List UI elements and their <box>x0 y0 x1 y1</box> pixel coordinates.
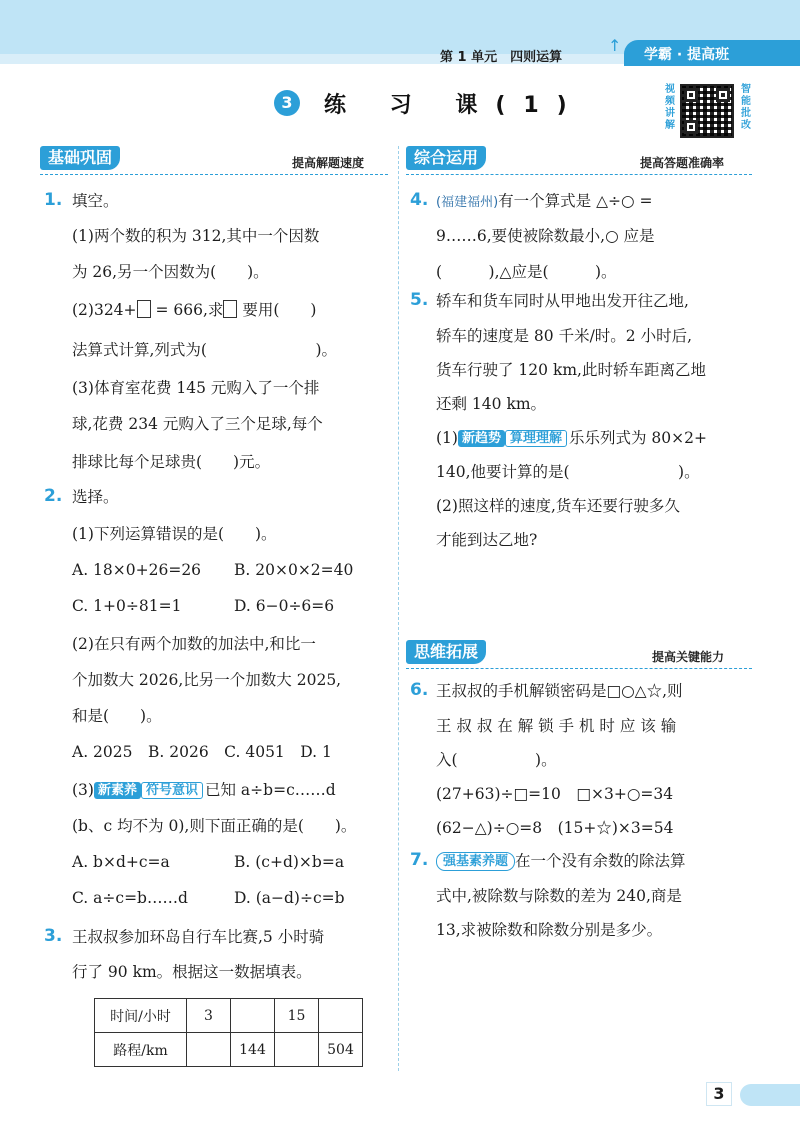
section-extend-tag: 思维拓展 <box>406 640 486 664</box>
q5-line3: 货车行驶了 120 km,此时轿车距离乙地 <box>436 361 706 379</box>
q3-line1: 王叔叔参加环岛自行车比赛,5 小时骑 <box>72 928 325 946</box>
strong-foundation-badge: 强基素养题 <box>436 852 515 871</box>
q5-p2-line2: 才能到达乙地? <box>436 531 538 549</box>
region-tag: (福建福州) <box>436 195 499 210</box>
table-cell[interactable]: 3 <box>187 999 231 1033</box>
q4-line3: ( ),△应是( )。 <box>436 263 617 281</box>
q7-number: 7. <box>410 850 429 870</box>
q7-line1 <box>436 851 686 871</box>
unit-label: 第 1 单元 四则运算 <box>440 50 563 65</box>
q1-p3-line3: 排球比每个足球贵( )元。 <box>72 453 271 471</box>
symbol-awareness-badge: 符号意识 <box>141 782 203 799</box>
q7-line1-text: 在一个没有余数的除法算 <box>515 852 686 870</box>
new-literacy-badge: 新素养 <box>94 782 141 799</box>
q5-p1-text: 乐乐列式为 80×2+ <box>569 429 707 447</box>
q6-equation2: (62−△)÷○=8 (15+☆)×3=54 <box>436 819 674 837</box>
table-cell[interactable]: 15 <box>275 999 319 1033</box>
q5-p1-prefix: (1) <box>436 429 458 447</box>
q2-p1-option-d: D. 6−0÷6=6 <box>234 597 335 615</box>
q6-equation1: (27+63)÷□=10 □×3+○=34 <box>436 785 674 803</box>
q4-number: 4. <box>410 190 429 210</box>
qr-right-label: 智能批改 <box>741 84 751 131</box>
q2-p1: (1)下列运算错误的是( )。 <box>72 525 277 543</box>
q5-number: 5. <box>410 290 429 310</box>
column-divider <box>398 146 399 1071</box>
lesson-title: 练 习 课(1) <box>324 93 585 118</box>
page-tab <box>740 1084 800 1106</box>
q2-p2-options: A. 2025 B. 2026 C. 4051 D. 1 <box>72 743 332 761</box>
table-cell: 时间/小时 <box>95 999 187 1033</box>
q6-line3: 入( )。 <box>436 751 557 769</box>
q2-p2-line2: 个加数大 2026,比另一个加数大 2025, <box>72 671 342 689</box>
q2-p1-option-a: A. 18×0+26=26 <box>72 561 202 579</box>
table-cell[interactable]: 144 <box>231 1033 275 1067</box>
q1-number: 1. <box>44 190 63 210</box>
q6-line1: 王叔叔的手机解锁密码是□○△☆,则 <box>436 682 683 700</box>
q2-p3-prefix: (3) <box>72 781 94 799</box>
q2-p3-option-c: C. a÷c=b……d <box>72 889 188 907</box>
table-row <box>95 999 363 1033</box>
q1-p3-line1: (3)体育室花费 145 元购入了一个排 <box>72 379 320 397</box>
q4-line1-text: 有一个算式是 △÷○ = <box>498 192 653 210</box>
q5-p1-line1 <box>436 428 707 448</box>
q2-p3-line1 <box>72 780 336 800</box>
q1-p3-line2: 球,花费 234 元购入了三个足球,每个 <box>72 415 323 433</box>
q5-p2-line1: (2)照这样的速度,货车还要行驶多久 <box>436 497 680 515</box>
distance-table <box>94 998 363 1067</box>
square-box-icon <box>137 300 151 318</box>
section-apply-subtitle: 提高答题准确率 <box>640 156 725 170</box>
qr-left-label: 视频讲解 <box>665 84 675 131</box>
q1-p2-line2: 法算式计算,列式为( )。 <box>72 341 338 359</box>
qr-code-icon[interactable] <box>680 84 734 138</box>
lesson-number: 3 <box>274 90 300 116</box>
q2-p3-text: 已知 a÷b=c……d <box>205 781 336 799</box>
q5-line2: 轿车的速度是 80 千米/时。2 小时后, <box>436 327 693 345</box>
q1-p2-part-b: = 666,求 <box>150 301 224 319</box>
q4-line1 <box>436 191 652 213</box>
section-basic-tag: 基础巩固 <box>40 146 120 170</box>
q2-p1-option-b: B. 20×0×2=40 <box>234 561 354 579</box>
q2-p3-option-d: D. (a−d)÷c=b <box>234 889 345 907</box>
q2-p2-line3: 和是( )。 <box>72 707 162 725</box>
q3-number: 3. <box>44 926 63 946</box>
square-box-icon <box>223 300 237 318</box>
table-cell[interactable] <box>231 999 275 1033</box>
new-trend-badge: 新趋势 <box>458 430 505 447</box>
section-extend-subtitle: 提高关键能力 <box>652 650 725 664</box>
q1-p2-part-c: 要用( ) <box>237 301 317 319</box>
q3-line2: 行了 90 km。根据这一数据填表。 <box>72 963 312 981</box>
table-cell[interactable] <box>275 1033 319 1067</box>
section-basic-subtitle: 提高解题速度 <box>292 156 365 170</box>
q2-p3-option-a: A. b×d+c=a <box>72 853 170 871</box>
brand-label: 学霸 · 提高班 <box>624 40 800 66</box>
table-row <box>95 1033 363 1067</box>
q5-line4: 还剩 140 km。 <box>436 395 547 413</box>
q7-line2: 式中,被除数与除数的差为 240,商是 <box>436 887 682 905</box>
q1-p2-part-a: (2)324+ <box>72 301 137 319</box>
q4-line2: 9……6,要使被除数最小,○ 应是 <box>436 227 655 245</box>
table-cell[interactable]: 504 <box>319 1033 363 1067</box>
q1-p2-line1 <box>72 300 316 320</box>
q1-p1-line2: 为 26,另一个因数为( )。 <box>72 263 269 281</box>
section-apply-line <box>406 174 752 175</box>
q6-line2: 王 叔 叔 在 解 锁 手 机 时 应 该 输 <box>436 717 677 735</box>
q2-number: 2. <box>44 486 63 506</box>
q2-title: 选择。 <box>72 488 119 506</box>
table-cell[interactable] <box>319 999 363 1033</box>
q1-p1-line1: (1)两个数的积为 312,其中一个因数 <box>72 227 320 245</box>
q2-p3-option-b: B. (c+d)×b=a <box>234 853 345 871</box>
q6-number: 6. <box>410 680 429 700</box>
section-basic-line <box>40 174 388 175</box>
q2-p3-line2: (b、c 均不为 0),则下面正确的是( )。 <box>72 817 357 835</box>
reasoning-badge: 算理理解 <box>505 430 567 447</box>
q5-p1-line2: 140,他要计算的是( )。 <box>436 463 700 481</box>
section-apply-tag: 综合运用 <box>406 146 486 170</box>
table-cell[interactable] <box>187 1033 231 1067</box>
q5-line1: 轿车和货车同时从甲地出发开往乙地, <box>436 292 689 310</box>
q1-title: 填空。 <box>72 192 119 210</box>
arrow-icon: ↑ <box>608 36 622 55</box>
section-extend-line <box>406 668 752 669</box>
q7-line3: 13,求被除数和除数分别是多少。 <box>436 921 663 939</box>
page-number: 3 <box>706 1082 732 1106</box>
table-cell: 路程/km <box>95 1033 187 1067</box>
q2-p1-option-c: C. 1+0÷81=1 <box>72 597 182 615</box>
q2-p2-line1: (2)在只有两个加数的加法中,和比一 <box>72 635 316 653</box>
